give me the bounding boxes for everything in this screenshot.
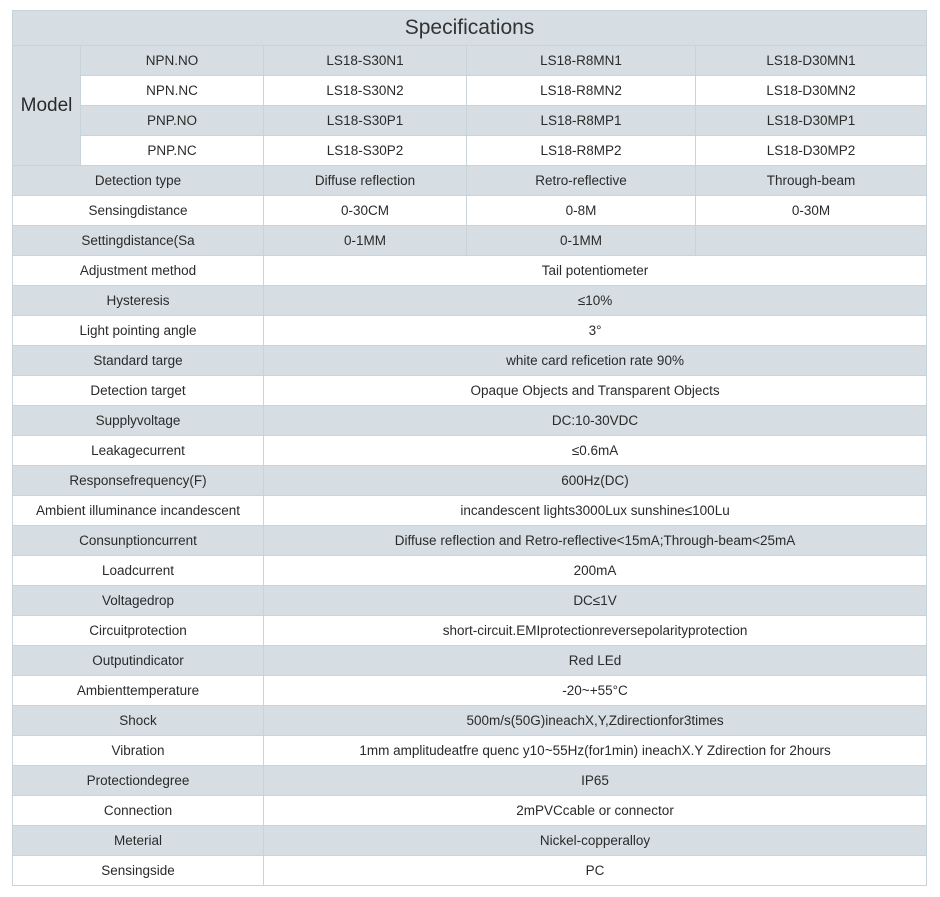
spec-value: Diffuse reflection and Retro-reflective<15mA;Through-beam<25mA xyxy=(264,526,927,556)
spec-value: Nickel-copperalloy xyxy=(264,826,927,856)
spec-label: Loadcurrent xyxy=(13,556,264,586)
spec-label: Consunptioncurrent xyxy=(13,526,264,556)
spec-row xyxy=(13,826,927,856)
model-diffuse: LS18-S30P1 xyxy=(264,106,467,136)
spec-row xyxy=(13,706,927,736)
spec-label: Protectiondegree xyxy=(13,766,264,796)
spec-label: Leakagecurrent xyxy=(13,436,264,466)
model-diffuse: LS18-S30N2 xyxy=(264,76,467,106)
spec-label: Responsefrequency(F) xyxy=(13,466,264,496)
spec-label: Settingdistance(Sa xyxy=(13,226,264,256)
model-row-npn-no xyxy=(13,46,927,76)
spec-value: 2mPVCcable or connector xyxy=(264,796,927,826)
spec-label: Ambienttemperature xyxy=(13,676,264,706)
table-title: Specifications xyxy=(13,11,927,46)
model-diffuse: LS18-S30P2 xyxy=(264,136,467,166)
spec-value: Red LEd xyxy=(264,646,927,676)
model-through: LS18-D30MN1 xyxy=(696,46,927,76)
model-type: NPN.NO xyxy=(81,46,264,76)
model-diffuse: LS18-S30N1 xyxy=(264,46,467,76)
spec-value: DC≤1V xyxy=(264,586,927,616)
spec-value: Opaque Objects and Transparent Objects xyxy=(264,376,927,406)
spec-row xyxy=(13,406,927,436)
spec-label: Hysteresis xyxy=(13,286,264,316)
spec-value-retro: 0-1MM xyxy=(467,226,696,256)
model-retro: LS18-R8MP1 xyxy=(467,106,696,136)
spec-value-retro: Retro-reflective xyxy=(467,166,696,196)
spec-label: Detection type xyxy=(13,166,264,196)
spec-value: -20~+55°C xyxy=(264,676,927,706)
model-retro: LS18-R8MN1 xyxy=(467,46,696,76)
model-retro: LS18-R8MP2 xyxy=(467,136,696,166)
model-row-pnp-nc xyxy=(13,136,927,166)
spec-row xyxy=(13,376,927,406)
spec-row xyxy=(13,436,927,466)
spec-row xyxy=(13,286,927,316)
spec-row xyxy=(13,346,927,376)
spec-value-diffuse: 0-1MM xyxy=(264,226,467,256)
spec-value: 200mA xyxy=(264,556,927,586)
spec-value: 600Hz(DC) xyxy=(264,466,927,496)
spec-label: Ambient illuminance incandescent xyxy=(13,496,264,526)
spec-row xyxy=(13,676,927,706)
spec-row xyxy=(13,856,927,886)
spec-label: Voltagedrop xyxy=(13,586,264,616)
spec-label: Standard targe xyxy=(13,346,264,376)
spec-value-diffuse: Diffuse reflection xyxy=(264,166,467,196)
spec-value: 3° xyxy=(264,316,927,346)
model-through: LS18-D30MP2 xyxy=(696,136,927,166)
spec-value: incandescent lights3000Lux sunshine≤100Lu xyxy=(264,496,927,526)
spec-value-through xyxy=(696,226,927,256)
model-type: PNP.NC xyxy=(81,136,264,166)
spec-value: 500m/s(50G)ineachX,Y,Zdirectionfor3times xyxy=(264,706,927,736)
model-through: LS18-D30MN2 xyxy=(696,76,927,106)
model-type: PNP.NO xyxy=(81,106,264,136)
spec-value: ≤0.6mA xyxy=(264,436,927,466)
model-label: Model xyxy=(13,46,81,166)
model-row-npn-nc xyxy=(13,76,927,106)
spec-value-diffuse: 0-30CM xyxy=(264,196,467,226)
spec-value: short-circuit.EMIprotectionreversepolarityprotection xyxy=(264,616,927,646)
spec-row xyxy=(13,586,927,616)
model-retro: LS18-R8MN2 xyxy=(467,76,696,106)
spec-value: DC:10-30VDC xyxy=(264,406,927,436)
spec-row xyxy=(13,556,927,586)
spec-value: IP65 xyxy=(264,766,927,796)
spec-label: Vibration xyxy=(13,736,264,766)
spec-value: ≤10% xyxy=(264,286,927,316)
model-through: LS18-D30MP1 xyxy=(696,106,927,136)
spec-row xyxy=(13,466,927,496)
spec-row xyxy=(13,646,927,676)
spec-label: Meterial xyxy=(13,826,264,856)
spec-label: Supplyvoltage xyxy=(13,406,264,436)
spec-value-through: 0-30M xyxy=(696,196,927,226)
specifications-sheet xyxy=(12,10,926,886)
spec-value: white card reficetion rate 90% xyxy=(264,346,927,376)
spec-row xyxy=(13,796,927,826)
detection-type-row xyxy=(13,166,927,196)
model-row-pnp-no xyxy=(13,106,927,136)
spec-label: Outputindicator xyxy=(13,646,264,676)
specifications-table xyxy=(12,10,927,886)
spec-row xyxy=(13,316,927,346)
spec-value-through: Through-beam xyxy=(696,166,927,196)
spec-label: Detection target xyxy=(13,376,264,406)
spec-label: Sensingside xyxy=(13,856,264,886)
setting-distance-row xyxy=(13,226,927,256)
spec-value: 1mm amplitudeatfre quenc y10~55Hz(for1min) ineachX.Y Zdirection for 2hours xyxy=(264,736,927,766)
spec-rows xyxy=(13,256,927,886)
spec-label: Connection xyxy=(13,796,264,826)
spec-row xyxy=(13,766,927,796)
spec-row xyxy=(13,526,927,556)
spec-row xyxy=(13,256,927,286)
spec-value: PC xyxy=(264,856,927,886)
spec-label: Sensingdistance xyxy=(13,196,264,226)
spec-row xyxy=(13,496,927,526)
spec-value: Tail potentiometer xyxy=(264,256,927,286)
spec-label: Light pointing angle xyxy=(13,316,264,346)
spec-label: Adjustment method xyxy=(13,256,264,286)
spec-label: Shock xyxy=(13,706,264,736)
spec-row xyxy=(13,736,927,766)
spec-value-retro: 0-8M xyxy=(467,196,696,226)
spec-label: Circuitprotection xyxy=(13,616,264,646)
model-type: NPN.NC xyxy=(81,76,264,106)
spec-row xyxy=(13,616,927,646)
sensing-distance-row xyxy=(13,196,927,226)
